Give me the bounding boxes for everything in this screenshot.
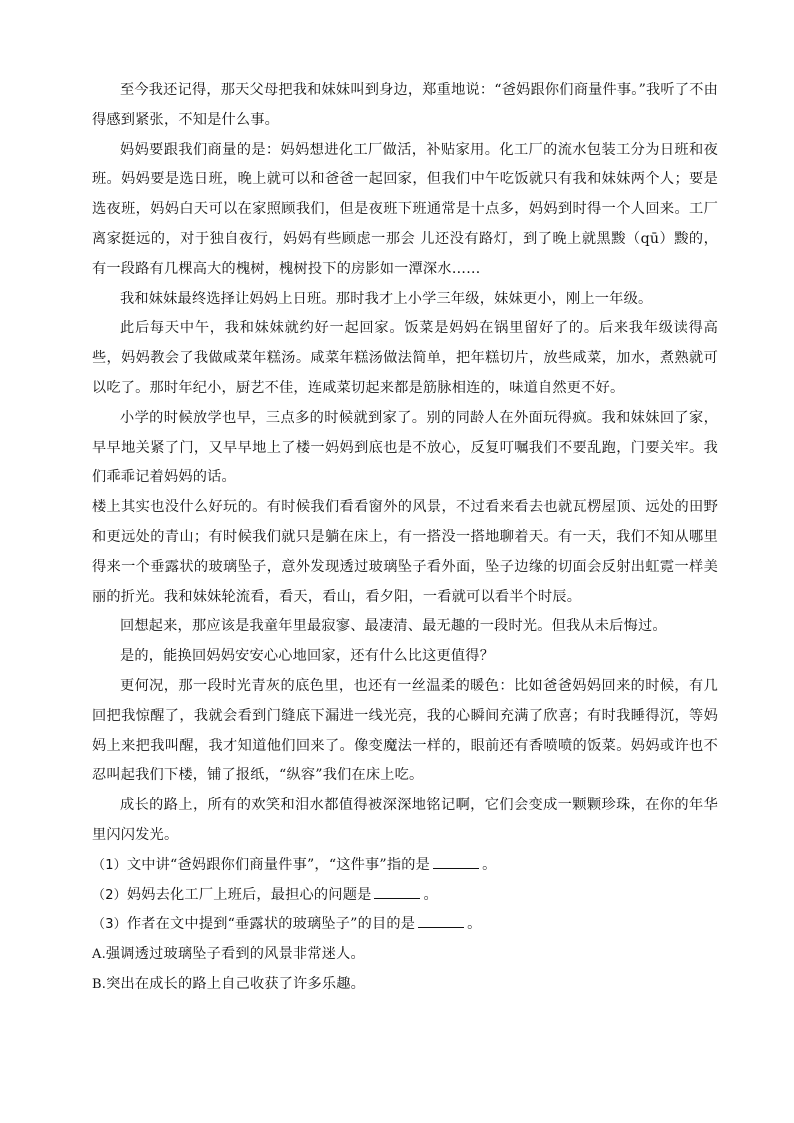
passage-paragraph: 我和妹妹最终选择让妈妈上日班。那时我才上小学三年级，妹妹更小，刚上一年级。 — [120, 290, 653, 307]
answer-option[interactable] — [92, 940, 718, 970]
question-item — [92, 851, 718, 881]
passage-paragraph: 成长的路上，所有的欢笑和泪水都值得被深深地铭记啊，它们会变成一颗颗珍珠，在你的年华里闪闪发光。 — [92, 797, 718, 843]
passage-paragraph: 至今我还记得，那天父母把我和妹妹叫到身边，郑重地说：“爸妈跟你们商量件事。”我听了不由得感到紧张，不知是什么事。 — [92, 82, 718, 128]
question-item — [92, 910, 718, 940]
passage-paragraph: 小学的时候放学也早，三点多的时候就到家了。别的同龄人在外面玩得疯。我和妹妹回了家，早早地关紧了门，又早早地上了楼一妈妈到底也是不放心，反复叮嘱我们不要乱跑，门要关牢。我们乖乖记着妈妈的话。 — [92, 409, 718, 486]
answer-option[interactable] — [92, 970, 718, 1000]
answer-blank[interactable] — [418, 913, 464, 928]
passage-paragraph: 楼上其实也没什么好玩的。有时候我们看看窗外的风景，不过看来看去也就瓦楞屋顶、远处的田野和更远处的青山；有时候我们就只是躺在床上，有一搭没一搭地聊着天。有一天，我们不知从哪里得来一个垂露状的玻璃坠子，意外发现透过玻璃坠子看外面，坠子边缘的切面会反射出虹霓一样美丽的折光。我和妹妹轮流看，看天，看山，看夕阳，一看就可以看半个时辰。 — [92, 499, 718, 605]
answer-blank[interactable] — [374, 884, 420, 899]
option-text: 突出在成长的路上自己收获了许多乐趣。 — [106, 975, 366, 992]
question-number: （2） — [92, 887, 127, 903]
question-item — [92, 881, 718, 911]
passage-paragraph: 是的，能换回妈妈安安心心地回家，还有什么比这更值得？ — [120, 648, 495, 665]
option-letter: A. — [92, 947, 106, 963]
question-list — [92, 851, 718, 940]
answer-blank[interactable] — [433, 854, 479, 869]
option-letter: B. — [92, 976, 107, 992]
question-number: （1） — [92, 857, 127, 873]
passage-paragraph: 更何况，那一段时光青灰的底色里，也还有一丝温柔的暖色：比如爸爸妈妈回来的时候，有几回把我惊醒了，我就会看到门缝底下漏进一线光亮，我的心瞬间充满了欣喜；有时我睡得沉，等妈妈上来把我叫醒，我才知道他们回来了。像变魔法一样的，眼前还有香喷喷的饭菜。妈妈或许也不忍叫起我们下楼，铺了报纸，“纵容”我们在床上吃。 — [92, 677, 718, 784]
passage-paragraph: 此后每天中午，我和妹妹就约好一起回家。饭菜是妈妈在锅里留好了的。后来我年级读得高些，妈妈教会了我做咸菜年糕汤。咸菜年糕汤做法简单，把年糕切片，放些咸菜，加水，煮熟就可以吃了。那时年纪小，厨艺不佳，连咸菜切起来都是筋脉相连的，味道自然更不好。 — [92, 320, 718, 396]
question-text: 作者在文中提到“垂露状的玻璃坠子”的目的是 — [126, 916, 416, 933]
question-punctuation: 。 — [482, 856, 497, 873]
question-punctuation: 。 — [423, 886, 438, 903]
question-number: （3） — [92, 917, 127, 933]
passage-paragraph: 妈妈要跟我们商量的是：妈妈想进化工厂做活，补贴家用。化工厂的流水包装工分为日班和夜班。妈妈要是选日班，晚上就可以和爸爸一起回家，但我们中午吃饭就只有我和妹妹两个人；要是选夜班，妈妈白天可以在家照顾我们，但是夜班下班通常是十点多，妈妈到时得一个人回来。工厂离家挺远的，对于独自夜行，妈妈有些顾虑一那会 儿还没有路灯，到了晚上就黑黢（qū）黢的，有一段路有几棵高大的槐树，槐树投下的房影如一潭深水…… — [92, 141, 718, 277]
question-text: 妈妈去化工厂上班后，最担心的问题是 — [126, 886, 372, 903]
option-list — [92, 940, 718, 1000]
question-punctuation: 。 — [467, 916, 482, 933]
reading-passage — [92, 76, 718, 851]
passage-paragraph: 回想起来，那应该是我童年里最寂寥、最凄清、最无趣的一段时光。但我从未后悔过。 — [120, 618, 667, 635]
question-text: 文中讲“爸妈跟你们商量件事”，“这件事”指的是 — [126, 856, 431, 873]
option-text: 强调透过玻璃坠子看到的风景非常迷人。 — [105, 946, 365, 963]
